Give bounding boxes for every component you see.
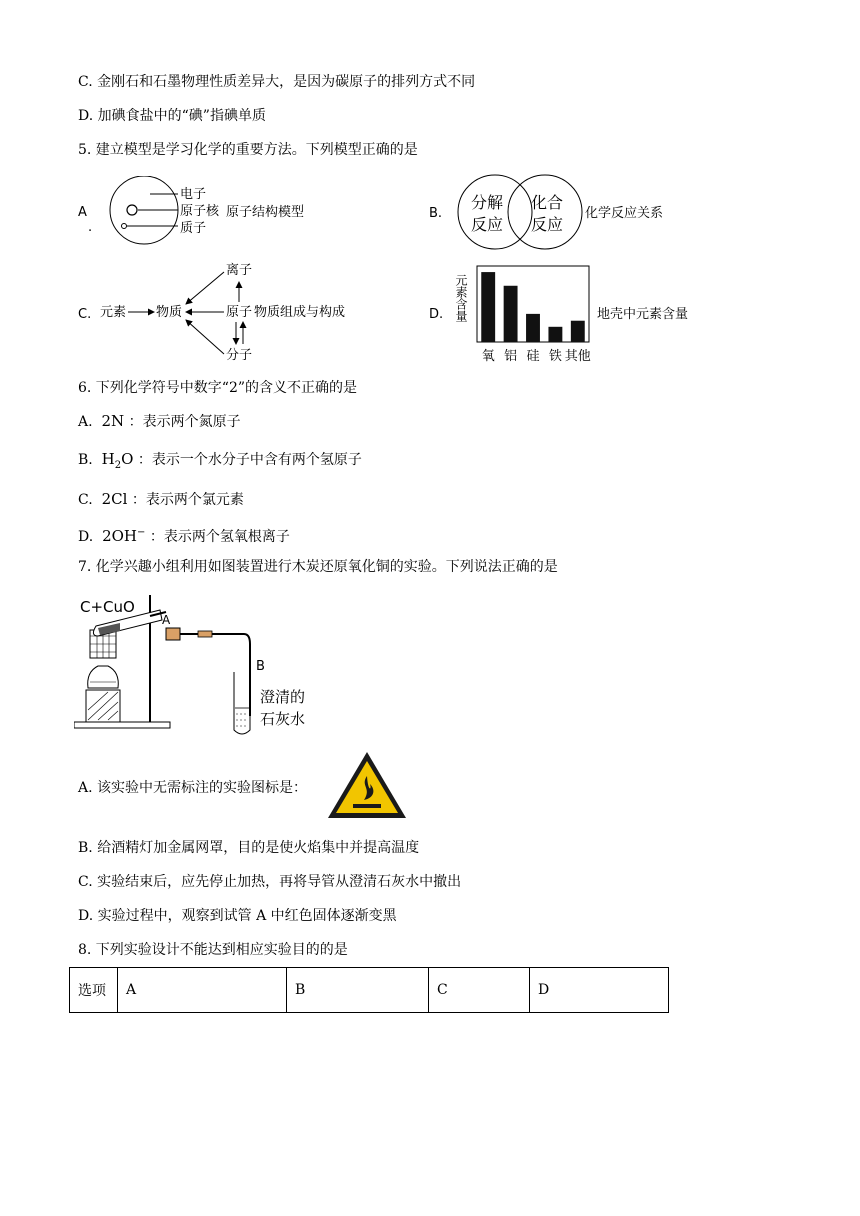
node-atom: 原子 [226, 305, 253, 320]
stand-base [74, 722, 170, 728]
q5-c-caption: 物质组成与构成 [254, 305, 346, 320]
q6-a-text: ：表示两个氮原子 [128, 414, 241, 430]
x-tick-label: 硅 [526, 349, 540, 364]
q5-option-b-reaction-venn [425, 174, 685, 250]
reagent-label: C+CuO [80, 598, 135, 616]
q7-stem: 7. 化学兴趣小组利用如图装置进行木炭还原氧化铜的实验。下列说法正确的是 [78, 559, 558, 575]
q6-c-label: C. [78, 492, 93, 508]
q5-option-c-composition-diagram [74, 258, 374, 368]
q5-stem: 5. 建立模型是学习化学的重要方法。下列模型正确的是 [78, 142, 418, 158]
q6-b-formula: $H_2O$ [101, 450, 134, 471]
table-header-cell: D [530, 968, 669, 1013]
q5-option-a-atom-model [74, 176, 364, 246]
node-element: 元素 [100, 305, 127, 320]
q8-stem: 8. 下列实验设计不能达到相应实验目的的是 [78, 942, 348, 958]
q7-apparatus-figure [74, 590, 334, 742]
q5-b-left-line1: 分解 [470, 193, 504, 212]
node-molecule: 分子 [226, 348, 253, 363]
q6-option-d [78, 523, 290, 547]
q5-option-d-crust-bar-chart [425, 262, 715, 366]
q6-option-a [78, 411, 241, 432]
q6-a-label: A. [78, 414, 93, 430]
q6-d-label: D. [78, 529, 94, 545]
q5-d-label: D. [429, 307, 444, 322]
q6-c-formula: 2Cl [101, 490, 128, 508]
q5-c-label: C. [78, 307, 92, 322]
q5-d-caption: 地壳中元素含量 [597, 307, 689, 322]
table-header-cell: 选项 [70, 968, 118, 1013]
q6-stem: 6. 下列化学符号中数字“2”的含义不正确的是 [78, 380, 358, 396]
q7-option-b: B. 给酒精灯加金属网罩，目的是使火焰集中并提高温度 [78, 840, 420, 856]
q6-b-text: ：表示一个水分子中含有两个氢原子 [137, 452, 362, 468]
node-substance: 物质 [156, 305, 183, 320]
q6-d-text: ：表示两个氢氧根离子 [149, 529, 290, 545]
q5-a-tag-nucleus: 原子核 [180, 204, 220, 219]
table-header-cell: C [429, 968, 530, 1013]
q4-option-d: D. 加碘食盐中的“碘”指碘单质 [78, 108, 266, 124]
q6-option-b [78, 449, 362, 476]
q7-option-d: D. 实验过程中，观察到试管 A 中红色固体逐渐变黑 [78, 908, 397, 924]
q7-option-a: A. 该实验中无需标注的实验图标是： [78, 780, 308, 796]
tube-a-label: A [162, 613, 171, 627]
q5-b-right-line2: 反应 [530, 215, 564, 234]
bar-0 [481, 272, 495, 342]
alcohol-lamp [88, 666, 119, 688]
table-header-cell: B [287, 968, 429, 1013]
q5-b-label: B. [429, 206, 443, 221]
q5-a-label: A [78, 205, 87, 220]
q6-c-text: ：表示两个氯元素 [131, 492, 244, 508]
q6-b-label: B. [78, 452, 93, 468]
atom-proton [122, 224, 127, 229]
bar-2 [526, 314, 540, 342]
q6-a-formula: 2N [101, 412, 125, 430]
test-tube-b [234, 672, 250, 734]
q5-a-caption: 原子结构模型 [226, 205, 305, 220]
q5-a-tag-proton: 质子 [180, 221, 207, 236]
flammable-warning-icon [326, 750, 408, 820]
q5-a-tag-electron: 电子 [180, 187, 207, 202]
x-tick-label: 铁 [548, 349, 562, 364]
q5-b-right-line1: 化合 [530, 193, 564, 212]
combination-circle [508, 175, 582, 249]
bar-4 [571, 321, 585, 342]
x-tick-label: 氧 [481, 349, 495, 364]
bar-1 [504, 286, 518, 342]
q5-b-caption: 化学反应关系 [585, 206, 664, 221]
tube-b-label: B [256, 659, 265, 674]
table-row [70, 968, 669, 1013]
q8-options-table [69, 967, 669, 1013]
limewater-label-1: 澄清的 [260, 688, 306, 706]
chart-ylabel: 元素含量 [454, 274, 468, 322]
stopper [166, 628, 180, 640]
table-header-cell: A [118, 968, 287, 1013]
bar-3 [548, 327, 562, 342]
decomposition-circle [458, 175, 532, 249]
q6-d-formula: 2OH− [102, 527, 146, 545]
q7-option-c: C. 实验结束后，应先停止加热，再将导管从澄清石灰水中撤出 [78, 874, 462, 890]
q5-a-dot: . [88, 220, 93, 235]
q4-option-c: C. 金刚石和石墨物理性质差异大，是因为碳原子的排列方式不同 [78, 74, 476, 90]
q5-b-left-line2: 反应 [470, 215, 504, 234]
node-ion: 离子 [226, 263, 253, 278]
atom-nucleus [127, 205, 137, 215]
x-tick-label: 铝 [504, 349, 518, 364]
limewater-label-2: 石灰水 [260, 710, 306, 728]
q6-option-c [78, 489, 244, 510]
x-tick-label: 其他 [564, 349, 591, 364]
